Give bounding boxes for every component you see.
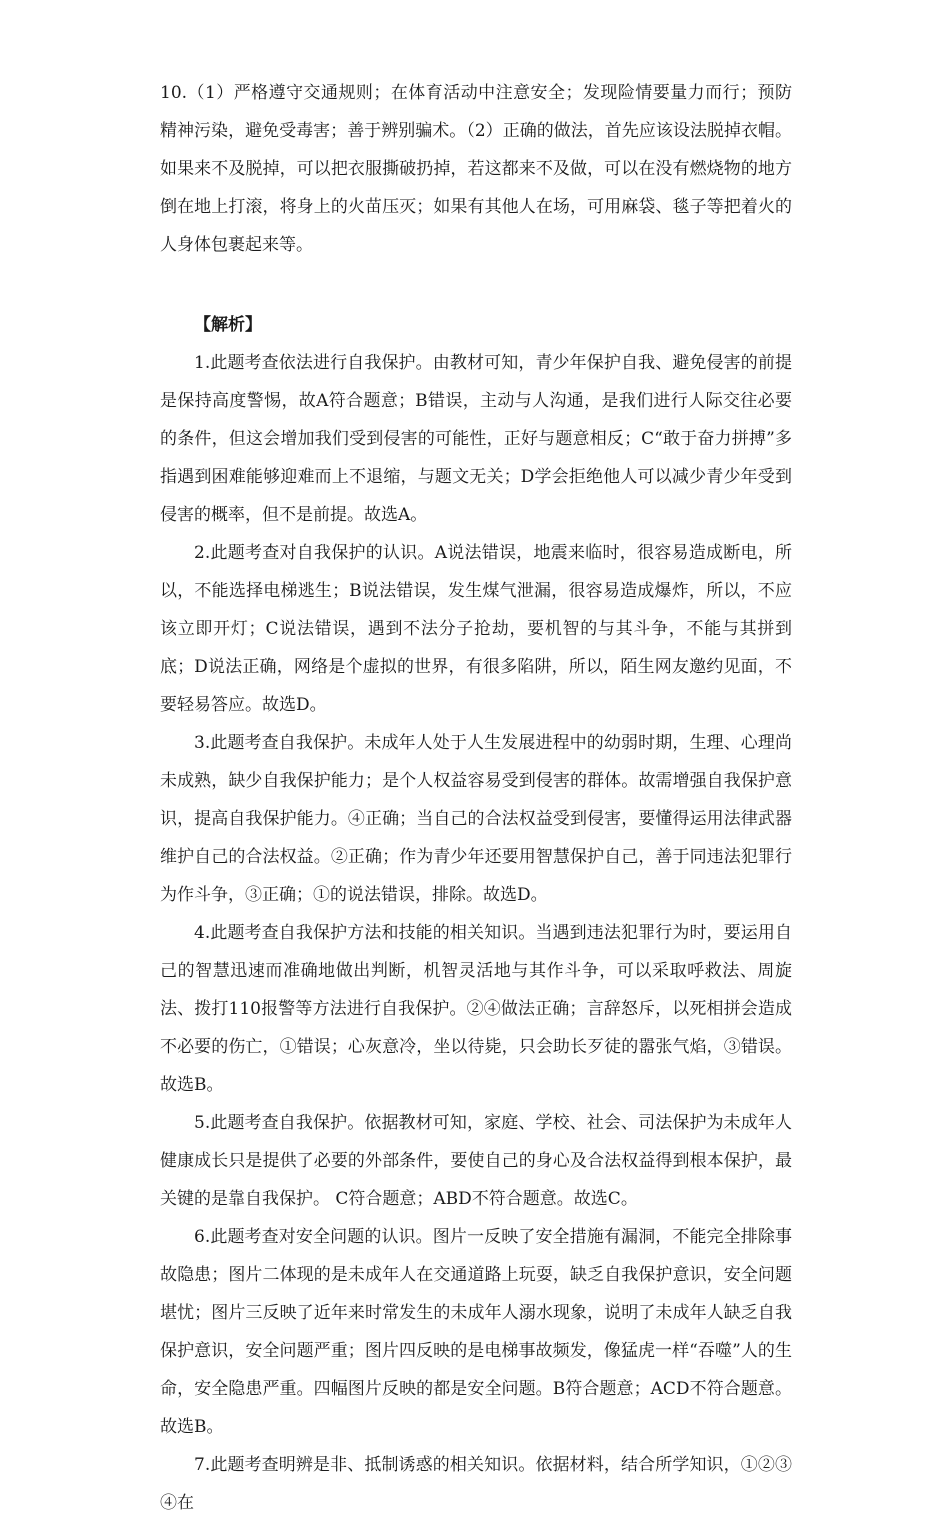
explanation-paragraph-5: 5.此题考查自我保护。依据教材可知，家庭、学校、社会、司法保护为未成年人健康成长只是提供了必要的外部条件，要使自己的身心及合法权益得到根本保护，最关键的是靠自我保护。 C符合题意；ABD不符合题意。故选C。 xyxy=(160,1113,792,1209)
explanation-paragraph-4: 4.此题考查自我保护方法和技能的相关知识。当遇到违法犯罪行为时，要运用自己的智慧迅速而准确地做出判断，机智灵活地与其作斗争，可以采取呼救法、周旋法、拨打110报警等方法进行自我保护。②④做法正确；言辞怒斥，以死相拼会造成不必要的伤亡，①错误；心灰意冷，坐以待毙，只会助长歹徒的嚣张气焰，③错误。故选B。 xyxy=(160,923,792,1095)
explanation-paragraph-1: 1.此题考查依法进行自我保护。由教材可知，青少年保护自我、避免侵害的前提是保持高度警惕，故A符合题意；B错误，主动与人沟通，是我们进行人际交往必要的条件，但这会增加我们受到侵害的可能性，正好与题意相反；C“敢于奋力拼搏”多指遇到困难能够迎难而上不退缩，与题文无关；D学会拒绝他人可以减少青少年受到侵害的概率，但不是前提。故选A。 xyxy=(160,353,792,525)
explanation-paragraph-2: 2.此题考查对自我保护的认识。A说法错误，地震来临时，很容易造成断电，所以，不能选择电梯逃生；B说法错误，发生煤气泄漏，很容易造成爆炸，所以，不应该立即开灯；C说法错误，遇到不法分子抢劫，要机智的与其斗争，不能与其拼到底；D说法正确，网络是个虚拟的世界，有很多陷阱，所以，陌生网友邀约见面，不要轻易答应。故选D。 xyxy=(160,543,792,715)
answer-10-paragraph: 10.（1）严格遵守交通规则；在体育活动中注意安全；发现险情要量力而行；预防精神污染，避免受毒害；善于辨别骗术。（2）正确的做法，首先应该设法脱掉衣帽。如果来不及脱掉，可以把衣服撕破扔掉，若这都来不及做，可以在没有燃烧物的地方倒在地上打滚，将身上的火苗压灭；如果有其他人在场，可用麻袋、毯子等把着火的人身体包裹起来等。 xyxy=(160,83,792,255)
section-heading: 【解析】 xyxy=(194,315,262,335)
section-gap xyxy=(160,264,792,306)
explanation-paragraph-3: 3.此题考查自我保护。未成年人处于人生发展进程中的幼弱时期，生理、心理尚未成熟，缺少自我保护能力；是个人权益容易受到侵害的群体。故需增强自我保护意识，提高自我保护能力。④正确；当自己的合法权益受到侵害，要懂得运用法律武器维护自己的合法权益。②正确；作为青少年还要用智慧保护自己，善于同违法犯罪行为作斗争，③正确；①的说法错误，排除。故选D。 xyxy=(160,733,792,905)
document-page xyxy=(160,74,792,1522)
explanation-paragraph-6: 6.此题考查对安全问题的认识。图片一反映了安全措施有漏洞，不能完全排除事故隐患；图片二体现的是未成年人在交通道路上玩耍，缺乏自我保护意识，安全问题堪忧；图片三反映了近年来时常发生的未成年人溺水现象，说明了未成年人缺乏自我保护意识，安全问题严重；图片四反映的是电梯事故频发，像猛虎一样“吞噬”人的生命，安全隐患严重。四幅图片反映的都是安全问题。B符合题意；ACD不符合题意。故选B。 xyxy=(160,1227,792,1437)
explanation-paragraph-7: 7.此题考查明辨是非、抵制诱惑的相关知识。依据材料，结合所学知识，①②③④在 xyxy=(160,1455,792,1513)
